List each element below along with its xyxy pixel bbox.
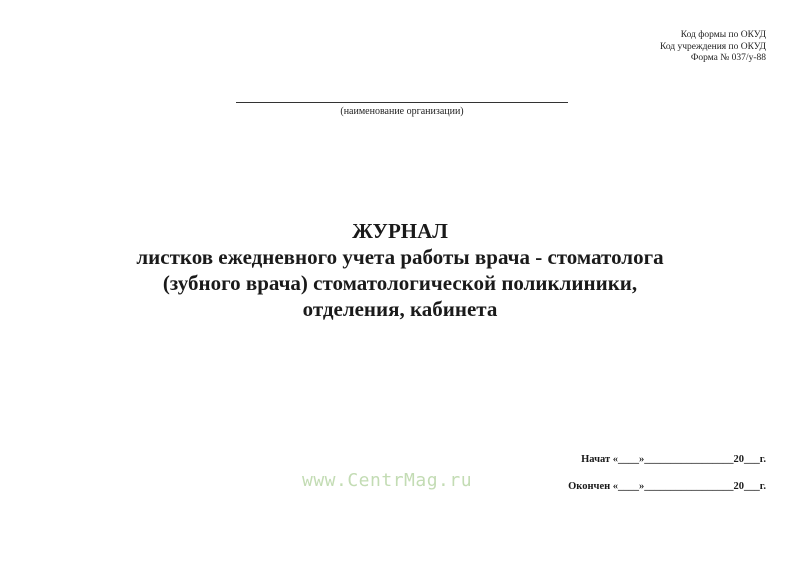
organization-name-line (236, 92, 568, 103)
title-line-3: (зубного врача) стоматологической поликлиники, (162, 271, 638, 295)
title-line-1: ЖУРНАЛ (352, 219, 448, 243)
organization-caption: (наименование организации) (340, 106, 464, 117)
started-date-field: Начат «____»_________________20___г. (581, 454, 766, 465)
okud-institution-code-label: Код учреждения по ОКУД (659, 41, 766, 52)
finished-date-field: Окончен «____»_________________20___г. (568, 481, 766, 492)
journal-title (0, 218, 800, 322)
title-line-4: отделения, кабинета (302, 297, 498, 321)
form-codes-block (660, 30, 766, 65)
organization-block (236, 92, 568, 117)
watermark: www.CentrMag.ru (302, 470, 473, 491)
form-number-label: Форма № 037/у-88 (690, 53, 766, 63)
okud-form-code-label: Код формы по ОКУД (680, 30, 766, 40)
title-line-2: листков ежедневного учета работы врача - стоматолога (136, 245, 664, 269)
